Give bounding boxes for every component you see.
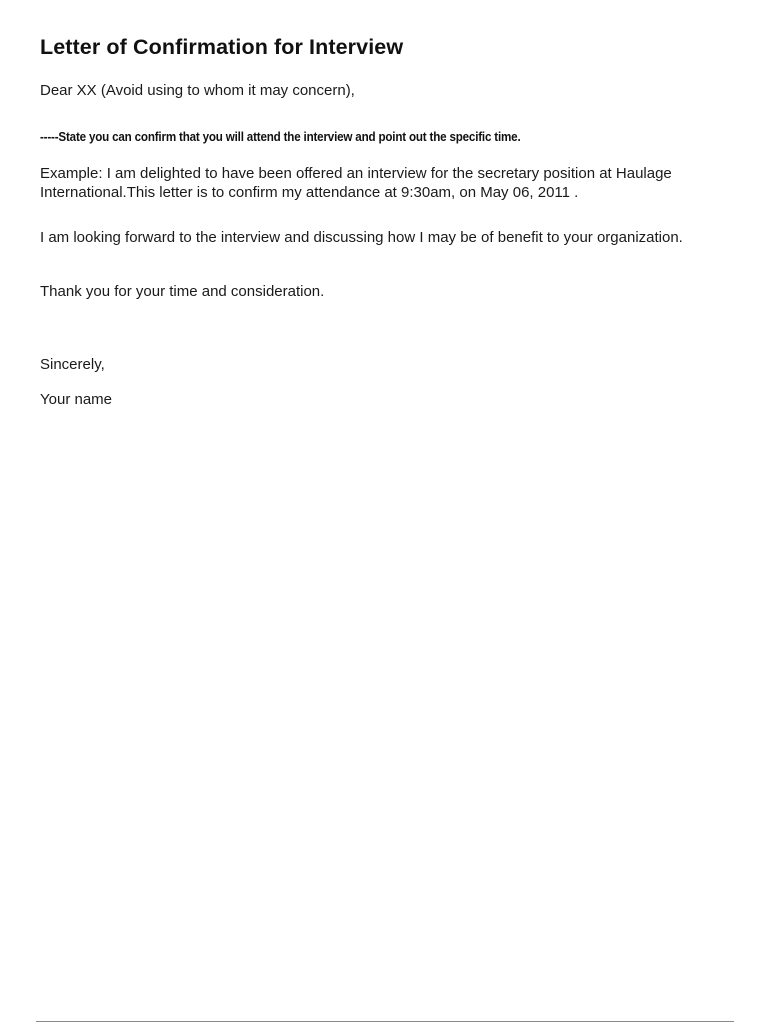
instruction-note: -----State you can confirm that you will attend the interview and point out the specific time. [40,130,521,144]
letter-title: Letter of Confirmation for Interview [40,35,404,59]
example-paragraph [40,164,720,202]
example-line-1: Example: I am delighted to have been offered an interview for the secretary position at Haulage [40,165,672,182]
example-line-2: International.This letter is to confirm my attendance at 9:30am, on May 06, 2011 . [40,184,579,201]
thanks-paragraph: Thank you for your time and consideration. [40,283,325,300]
forward-paragraph: I am looking forward to the interview and discussing how I may be of benefit to your organization. [40,229,683,246]
closing: Sincerely, [40,356,105,373]
footer-divider [36,1021,734,1022]
signature: Your name [40,391,112,408]
salutation: Dear XX (Avoid using to whom it may concern), [40,82,355,99]
